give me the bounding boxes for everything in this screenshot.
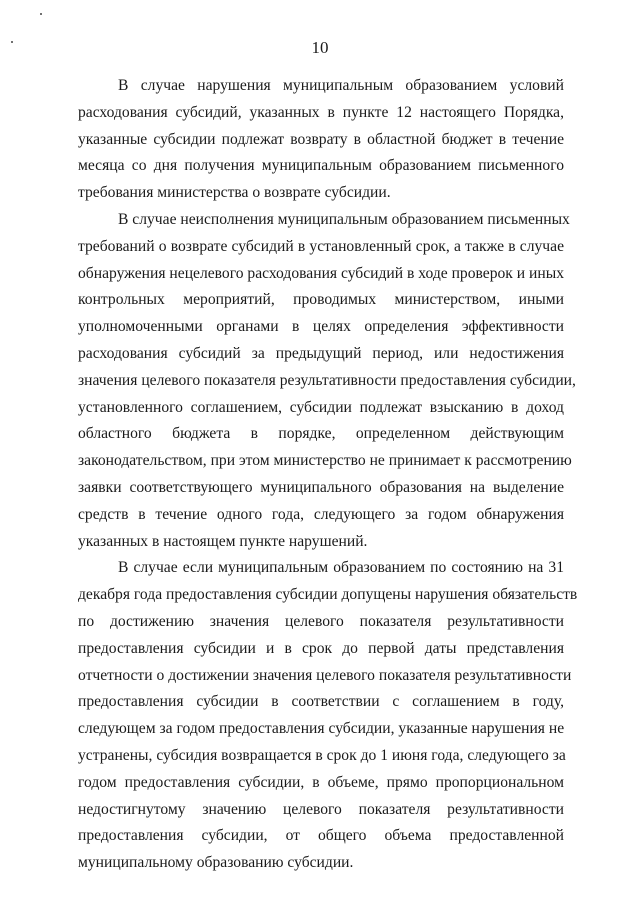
document-body	[78, 73, 578, 877]
text-line: годом предоставления субсидии, в объеме, прямо пропорциональном	[78, 773, 564, 791]
text-line: расходования субсидий за предыдущий период, или недостижения	[78, 344, 564, 362]
text-line: областного бюджета в порядке, определенном действующим	[78, 425, 564, 443]
text-line: муниципальному образованию субсидии.	[78, 854, 354, 872]
text-line: устранены, субсидия возвращается в срок до 1 июня года, следующего за	[78, 746, 566, 764]
text-line: недостигнутому значению целевого показателя результативности	[78, 800, 564, 818]
text-line: по достижению значения целевого показателя результативности	[78, 612, 564, 630]
text-line: требования министерства о возврате субсидии.	[78, 184, 391, 202]
text-line: обнаружения нецелевого расходования субсидий в ходе проверок и иных	[78, 264, 564, 282]
text-line: отчетности о достижении значения целевого показателя результативности	[78, 666, 572, 684]
text-line: требований о возврате субсидий в установленный срок, а также в случае	[78, 237, 564, 255]
scan-speck	[40, 13, 42, 15]
text-line: установленного соглашением, субсидии подлежат взысканию в доход	[78, 398, 564, 416]
text-line: предоставления субсидии, от общего объема предоставленной	[78, 827, 564, 845]
text-line: законодательством, при этом министерство не принимает к рассмотрению	[78, 452, 572, 470]
paragraph-3	[78, 555, 578, 877]
text-line: месяца со дня получения муниципальным образованием письменного	[78, 157, 564, 175]
text-line: расходования субсидий, указанных в пункте 12 настоящего Порядка,	[78, 103, 564, 121]
paragraph-2	[78, 207, 576, 555]
text-line: В случае неисполнения муниципальным образованием письменных	[118, 210, 570, 228]
text-line: следующем за годом предоставления субсидии, указанные нарушения не	[78, 720, 565, 738]
page-number: 10	[311, 38, 329, 57]
text-line: указанных в настоящем пункте нарушений.	[78, 532, 368, 550]
text-line: указанные субсидии подлежат возврату в областной бюджет в течение	[78, 130, 564, 148]
text-line: декабря года предоставления субсидии допущены нарушения обязательств	[78, 586, 578, 604]
text-line: уполномоченными органами в целях определения эффективности	[78, 318, 564, 336]
text-line: средств в течение одного года, следующего за годом обнаружения	[78, 505, 564, 523]
text-line: предоставления субсидии в соответствии с соглашением в году,	[78, 693, 564, 711]
text-line: предоставления субсидии и в срок до первой даты представления	[78, 639, 564, 657]
text-line: В случае нарушения муниципальным образованием условий	[118, 77, 564, 94]
text-line: заявки соответствующего муниципального образования на выделение	[78, 478, 564, 496]
text-line: значения целевого показателя результативности предоставления субсидии,	[78, 371, 576, 389]
text-line: контрольных мероприятий, проводимых министерством, иными	[78, 291, 564, 309]
paragraph-1	[78, 73, 564, 207]
text-line: В случае если муниципальным образованием по состоянию на 31	[118, 559, 564, 577]
